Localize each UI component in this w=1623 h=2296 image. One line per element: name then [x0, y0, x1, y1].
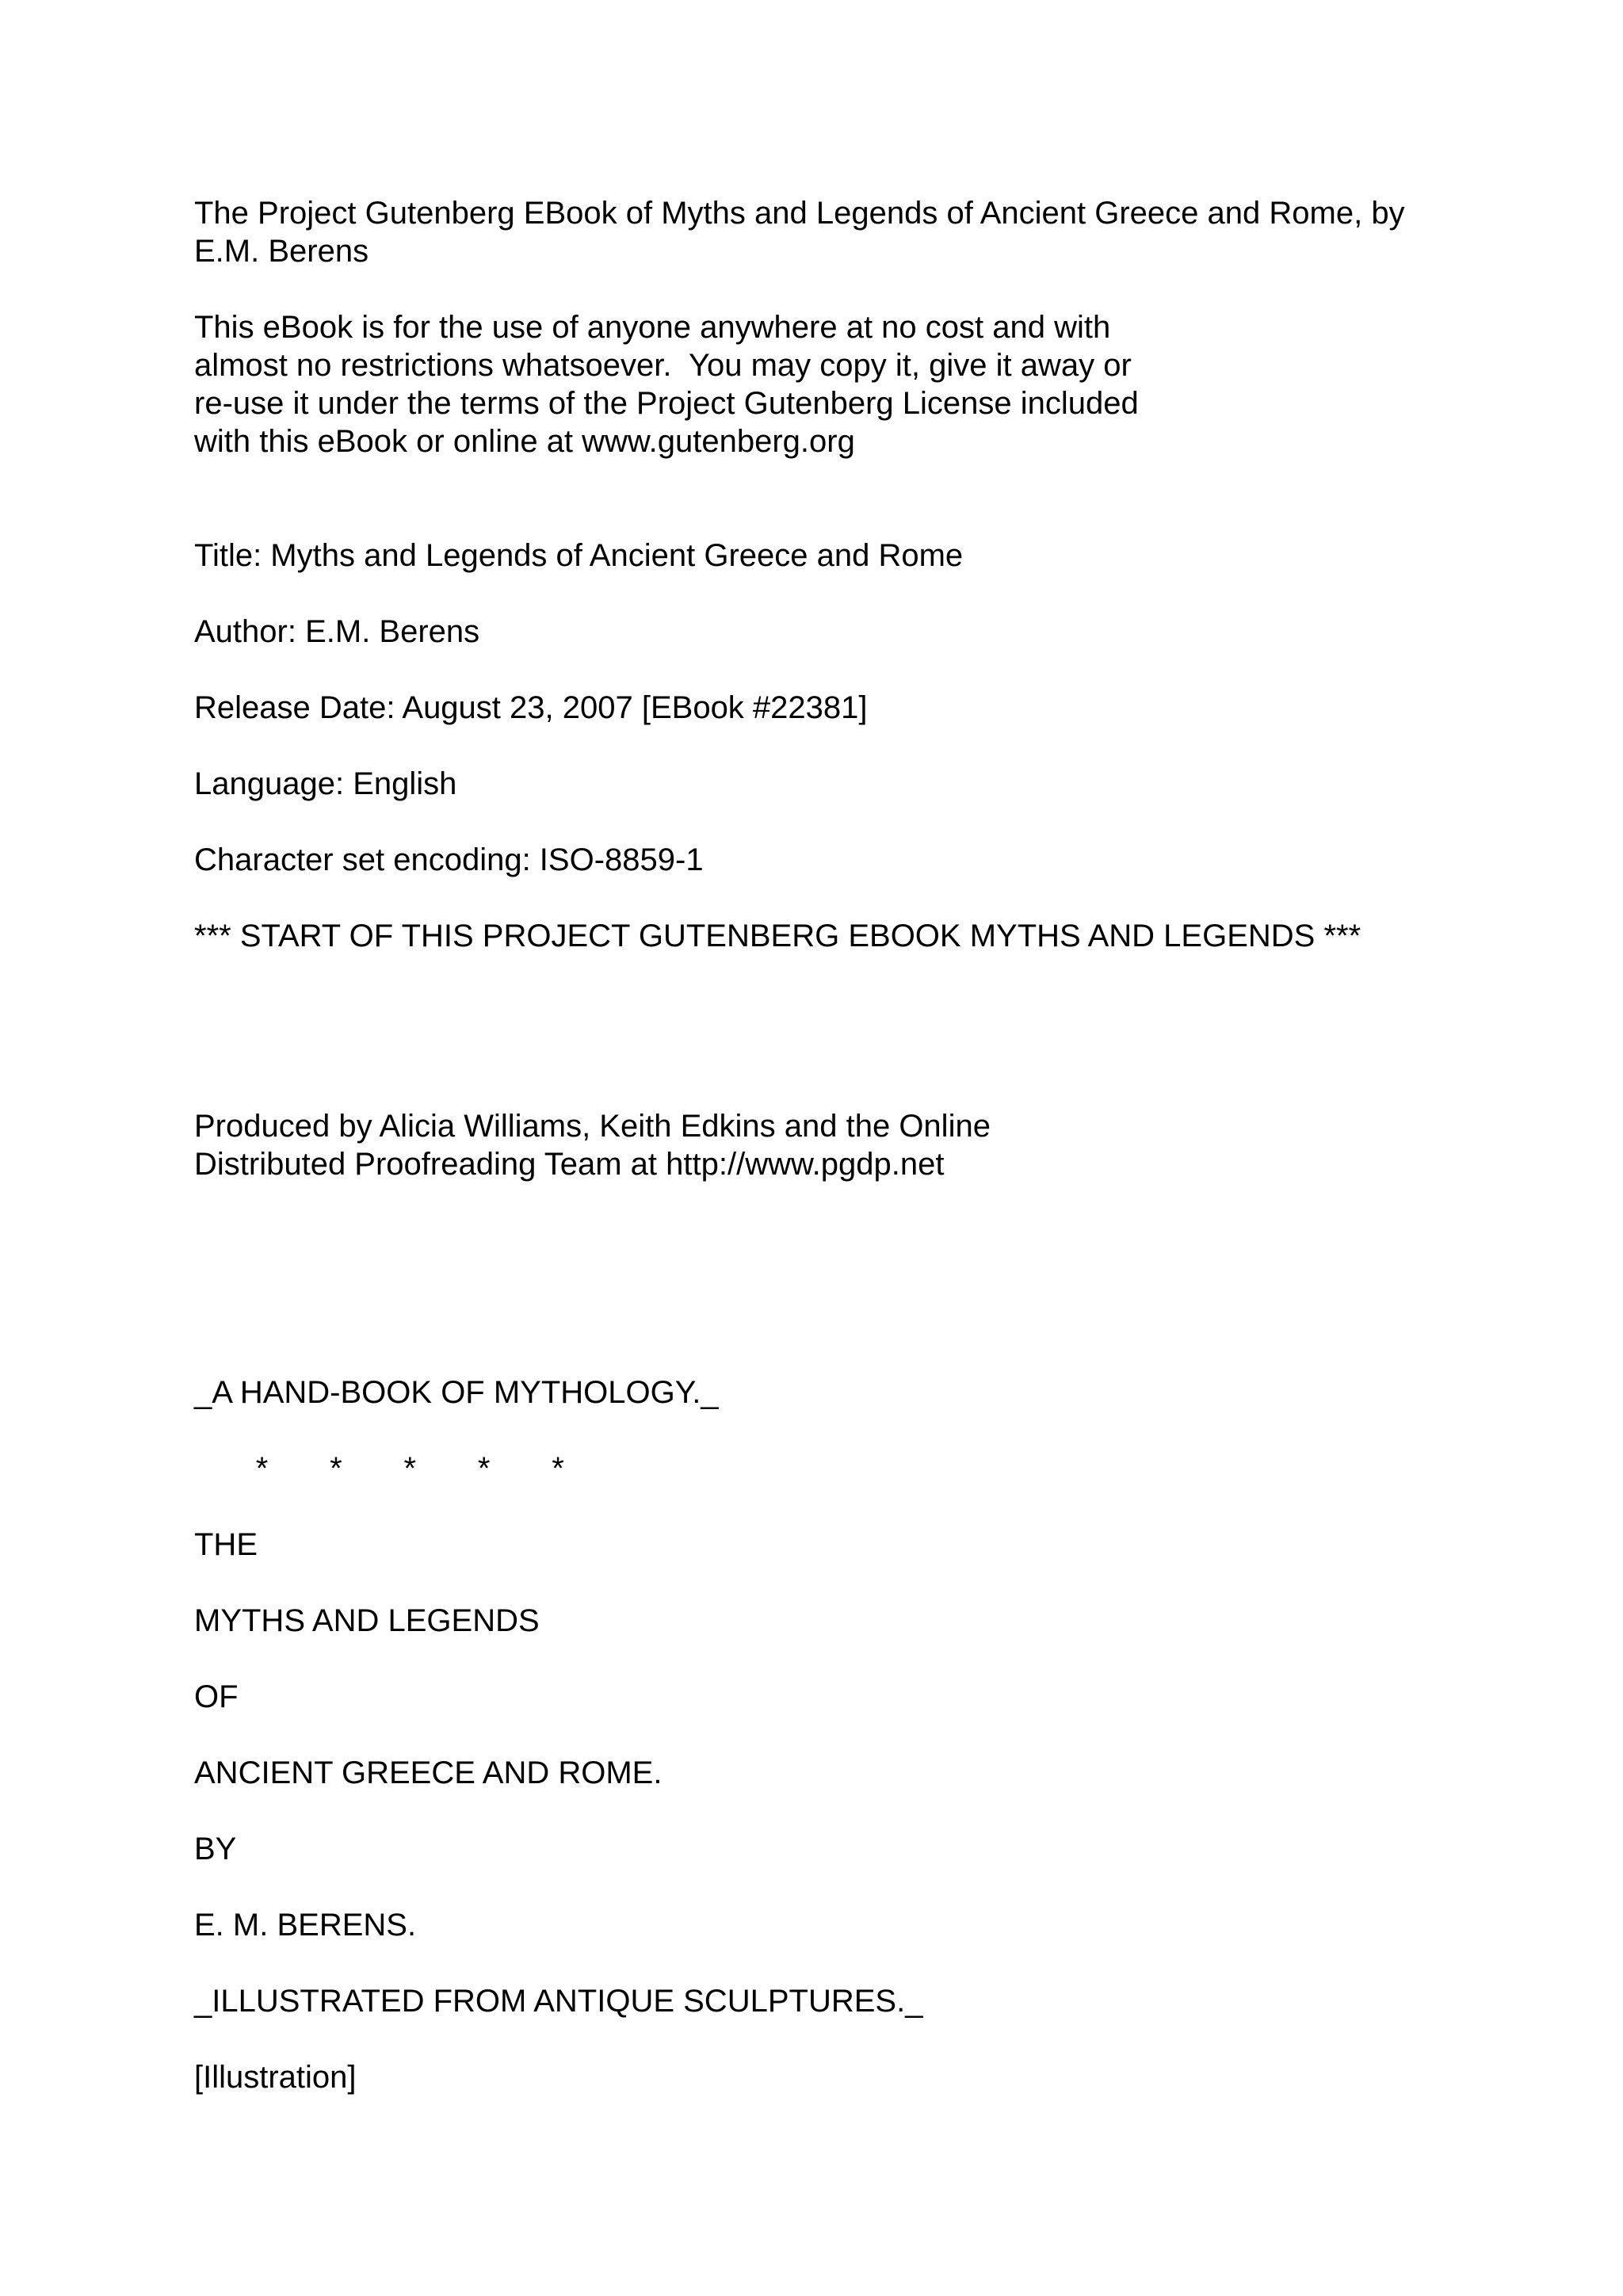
meta-language: Language: English — [194, 766, 457, 801]
title-myths-and-legends: MYTHS AND LEGENDS — [194, 1603, 540, 1638]
start-marker: *** START OF THIS PROJECT GUTENBERG EBOOK MYTHS AND LEGENDS *** — [194, 919, 1361, 953]
license-line-1: This eBook is for the use of anyone anywhere at no cost and with — [194, 310, 1111, 345]
meta-title: Title: Myths and Legends of Ancient Greece and Rome — [194, 538, 964, 573]
title-of: OF — [194, 1679, 239, 1714]
header-line-1: The Project Gutenberg EBook of Myths and Legends of Ancient Greece and Rome, by — [194, 196, 1405, 231]
license-line-3: re-use it under the terms of the Project Gutenberg License included — [194, 386, 1139, 421]
title-author: E. M. BERENS. — [194, 1908, 417, 1943]
license-line-2: almost no restrictions whatsoever. You may copy it, give it away or — [194, 348, 1132, 383]
title-the: THE — [194, 1527, 258, 1562]
title-by: BY — [194, 1832, 237, 1866]
handbook-heading: _A HAND-BOOK OF MYTHOLOGY._ — [194, 1375, 719, 1410]
credits-line-1: Produced by Alicia Williams, Keith Edkins and the Online — [194, 1109, 991, 1144]
title-ancient-greece-and-rome: ANCIENT GREECE AND ROME. — [194, 1755, 663, 1790]
meta-author: Author: E.M. Berens — [194, 614, 480, 649]
license-line-4: with this eBook or online at www.gutenberg.org — [194, 424, 855, 459]
meta-encoding: Character set encoding: ISO-8859-1 — [194, 842, 704, 877]
illustration-placeholder: [Illustration] — [194, 2060, 357, 2095]
asterisk-separator: * * * * * — [194, 1451, 564, 1486]
credits-line-2: Distributed Proofreading Team at http://www.pgdp.net — [194, 1147, 945, 1182]
meta-release-date: Release Date: August 23, 2007 [EBook #22381] — [194, 690, 868, 725]
illustrated-subtitle: _ILLUSTRATED FROM ANTIQUE SCULPTURES._ — [194, 1984, 923, 2019]
header-line-2: E.M. Berens — [194, 234, 369, 269]
